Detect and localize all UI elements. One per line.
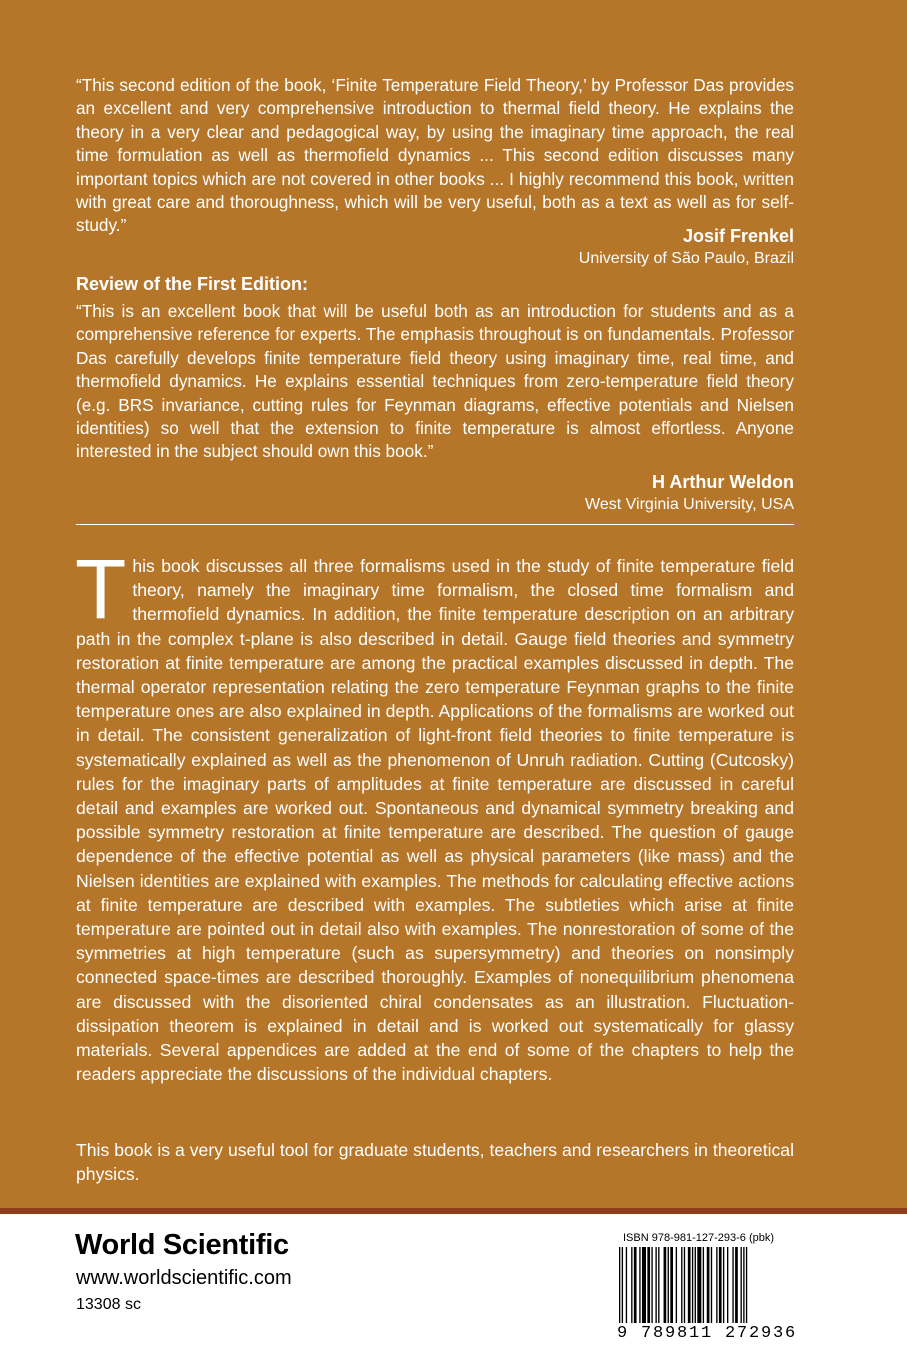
barcode-bar: [741, 1247, 742, 1323]
publisher-name: World Scientific: [75, 1229, 289, 1261]
closing-statement: This book is a very useful tool for graduate students, teachers and researchers in theoretical physics.: [76, 1140, 794, 1185]
barcode-bar: [703, 1247, 704, 1323]
barcode-bar: [711, 1247, 712, 1323]
isbn-label: ISBN 978-981-127-293-6 (pbk): [623, 1232, 775, 1244]
footer-panel: [0, 1214, 907, 1360]
barcode-bar: [622, 1247, 623, 1323]
barcode-bar: [695, 1247, 696, 1323]
barcode-bar: [642, 1247, 646, 1323]
publisher-website[interactable]: www.worldscientific.com: [76, 1267, 292, 1289]
book-description: [75, 542, 794, 1086]
barcode-bar: [670, 1247, 673, 1323]
book-description-text: his book discusses all three formalisms used in the study of finite temperature field theory, namely the imaginary time formalism, the closed time formalism and thermofield dynamics. In addition, the finite temperature description on an arbitrary path in the complex t-plane is also described in detail. Gauge field theories and symmetry restoration at finite temperature are among the practical examples discussed in depth. The thermal operator representation relating the zero temperature Feynman graphs to the finite temperature ones are also explained in depth. Applications of the formalisms are worked out in detail. The consistent generalization of light-front field theories to finite temperature is systematically explained as well as the phenomenon of Unruh radiation. Cutting (Cutcosky) rules for the imaginary parts of amplitudes at finite temperature are discussed in careful detail and examples are worked out. Spontaneous and dynamical symmetry breaking and possible symmetry restoration at finite temperature are described. The question of gauge dependence of the effective potential as well as physical parameters (like mass) and the Nielsen identities are explained with examples. The methods for calculating effective actions at finite temperature are described with examples. The subtleties which arise at finite temperature are pointed out in detail also with examples. The nonrestoration of some of the symmetries at high temperature (such as supersymmetry) and theories on nonsimply connected space-times are described thoroughly. Examples of nonequilibrium phenomena are discussed with the disoriented chiral condensates as an illustration. Fluctuation-dissipation theorem is explained in detail and is worked out systematically for glassy materials. Several appendices are added at the end of some of the chapters to help the readers appreciate the discussions of the individual chapters.: [76, 556, 794, 1085]
barcode-bar: [688, 1247, 691, 1323]
first-edition-review-heading: Review of the First Edition:: [76, 274, 309, 294]
barcode-digits: 9 789811 272936: [617, 1324, 798, 1343]
reviewer-affiliation-frenkel: University of São Paulo, Brazil: [578, 250, 794, 267]
section-divider: [76, 524, 794, 525]
barcode-bar: [707, 1247, 710, 1323]
barcode-bar: [655, 1247, 656, 1323]
reviewer-name-weldon: H Arthur Weldon: [652, 472, 794, 492]
barcode-bar: [723, 1247, 724, 1323]
barcode-bar: [626, 1247, 627, 1323]
barcode-bar: [719, 1247, 722, 1323]
barcode-bar: [631, 1247, 632, 1323]
product-code: 13308 sc: [76, 1296, 141, 1313]
barcode-bar: [692, 1247, 693, 1323]
reviewer-affiliation-weldon: West Virginia University, USA: [585, 496, 794, 513]
barcode-bar: [716, 1247, 717, 1323]
first-edition-review-quote: “This is an excellent book that will be useful both as an introduction for students and as a comprehensive reference for experts. The emphasis throughout is on fundamentals. Professor Das carefully develops finite temperature field theory using imaginary time, real time, and thermofield dynamics. He explains essential techniques from zero-temperature field theory (e.g. BRS invariance, cutting rules for Feynman diagrams, effective potentials and Nielsen identities) so well that the extension to finite temperature is almost effortless. Anyone interested in the subject should own this book.”: [76, 301, 794, 462]
barcode-bar: [735, 1247, 738, 1323]
barcode-bar: [727, 1247, 728, 1323]
barcode-bar: [639, 1247, 640, 1323]
drop-cap-letter: T: [75, 542, 127, 636]
barcode-bar: [647, 1247, 650, 1323]
isbn-barcode-block: [617, 1232, 797, 1343]
barcode-bar: [732, 1247, 733, 1323]
reviewer-name-frenkel: Josif Frenkel: [682, 226, 794, 246]
second-edition-review-quote: “This second edition of the book, ‘Finite Temperature Field Theory,’ by Professor Das provides an excellent and very comprehensive introduction to thermal field theory. He explains the theory in a very clear and pedagogical way, by using the imaginary time approach, the real time formulation as well as thermofield dynamics ... This second edition discusses many important topics which are not covered in other books ... I highly recommend this book, written with great care and thoroughness, which will be very useful, both as a text as well as for self-study.”: [76, 75, 794, 236]
barcode-bar: [743, 1247, 744, 1323]
barcode-bar: [664, 1247, 667, 1323]
barcode-bar: [619, 1247, 620, 1323]
barcode-bar: [681, 1247, 682, 1323]
barcode-bar: [676, 1247, 677, 1323]
barcode-bar: [634, 1247, 637, 1323]
barcode-bar: [658, 1247, 659, 1323]
barcode-bar: [684, 1247, 685, 1323]
barcode-bar: [668, 1247, 669, 1323]
barcode-icon: [617, 1247, 797, 1323]
barcode-bar: [651, 1247, 652, 1323]
barcode-bar: [746, 1247, 747, 1323]
barcode-bar: [697, 1247, 701, 1323]
